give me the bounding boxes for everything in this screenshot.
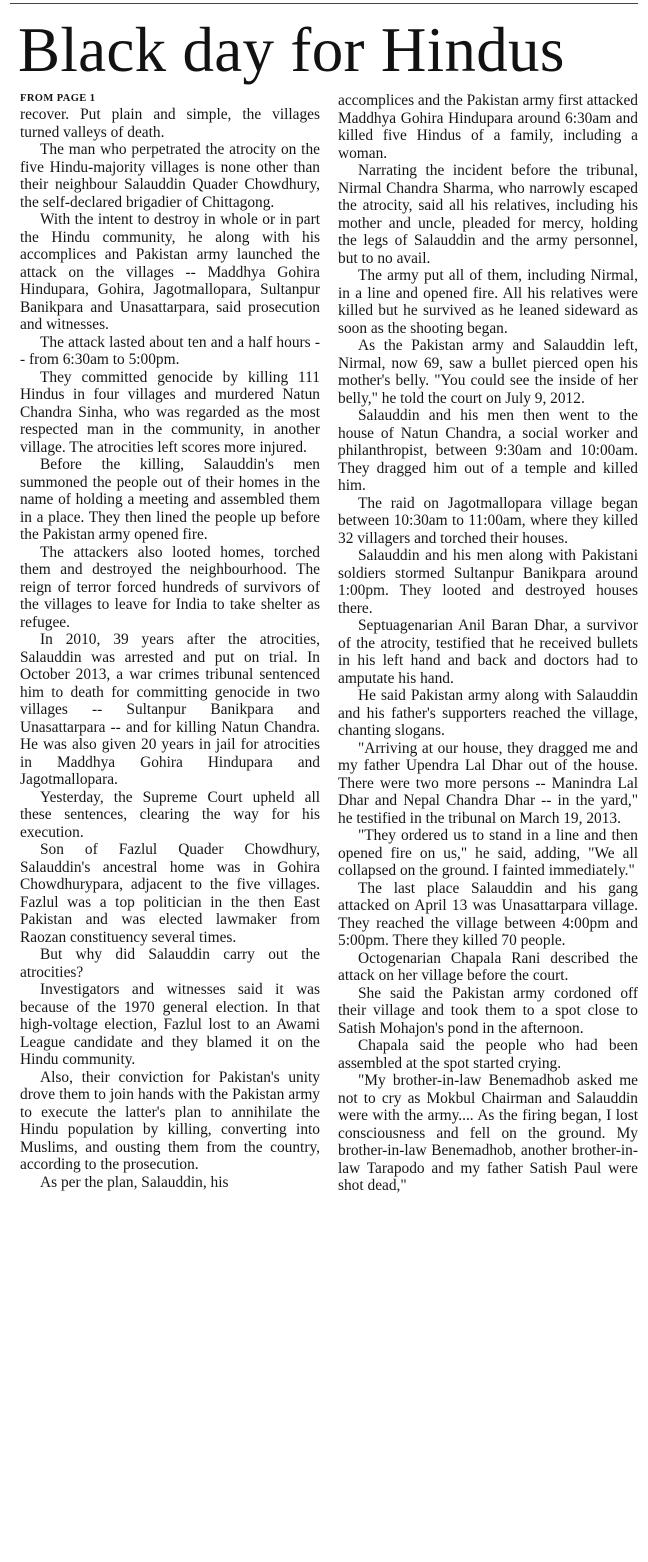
paragraph: Narrating the incident before the tribunal, Nirmal Chandra Sharma, who narrowly escaped the atrocity, said all his relatives, including his mother and uncle, pleaded for mercy, holding the legs of Salauddin and the army personnel, but to no avail. <box>338 162 638 267</box>
paragraph: The attackers also looted homes, torched them and destroyed the neighbourhood. The reign of terror forced hundreds of survivors of the villages to leave for India to take shelter as refugee. <box>20 543 320 631</box>
paragraph: She said the Pakistan army cordoned off their village and took them to a spot close to Satish Mohajon's pond in the afternoon. <box>338 984 638 1037</box>
paragraph: The man who perpetrated the atrocity on the five Hindu-majority villages is none other than their neighbour Salauddin Quader Chowdhury, the self-declared brigadier of Chittagong. <box>20 141 320 211</box>
paragraph: Before the killing, Salauddin's men summoned the people out of their homes in the name of holding a meeting and assembled them in a place. They then lined the people up before the Pakistan army opened fire. <box>20 456 320 543</box>
paragraph: "Arriving at our house, they dragged me and my father Upendra Lal Dhar out of the house. There were two more persons -- Manindra Lal Dhar and Nepal Chandra Dhar -- in the yard," he testified in the tribunal on March 19, 2013. <box>338 739 638 827</box>
paragraph: Septuagenarian Anil Baran Dhar, a survivor of the atrocity, testified that he received bullets in his left hand and back and doctors had to amputate his hand. <box>338 617 638 687</box>
paragraph: Yesterday, the Supreme Court upheld all these sentences, clearing the way for his execution. <box>20 788 320 841</box>
paragraph: "My brother-in-law Benemadhob asked me not to cry as Mokbul Chairman and Salauddin were with the army.... As the firing began, I lost consciousness and fell on the ground. My brother-in-law Benemadhob, another brother-in-law Tarapodo and my father Satish Paul were shot dead," <box>338 1072 638 1194</box>
paragraph: Son of Fazlul Quader Chowdhury, Salauddin's ancestral home was in Gohira Chowdhurypara, adjacent to the five villages. Fazlul was a top politician in the then East Pakistan and was elected lawmaker from Raozan constituency several times. <box>20 841 320 946</box>
jump-label: FROM PAGE 1 <box>20 93 96 104</box>
top-rule <box>10 3 638 4</box>
paragraph: Salauddin and his men along with Pakistani soldiers stormed Sultanpur Banikpara around 1:00pm. They looted and destroyed houses there. <box>338 547 638 617</box>
paragraph: The raid on Jagotmallopara village began between 10:30am to 11:00am, where they killed 32 villagers and torched their houses. <box>338 494 638 547</box>
paragraph: Octogenarian Chapala Rani described the attack on her village before the court. <box>338 949 638 984</box>
article-column-left <box>20 92 320 1191</box>
paragraph: Also, their conviction for Pakistan's unity drove them to join hands with the Pakistan army to execute the latter's plan to annihilate the Hindu population by killing, converting into Muslims, and ousting them from the country, according to the prosecution. <box>20 1068 320 1173</box>
paragraph: As the Pakistan army and Salauddin left, Nirmal, now 69, saw a bullet pierced open his mother's belly. "You could see the inside of her belly," he told the court on July 9, 2012. <box>338 337 638 407</box>
paragraph: In 2010, 39 years after the atrocities, Salauddin was arrested and put on trial. In October 2013, a war crimes tribunal sentenced him to death for committing genocide in two villages -- Sultanpur Banikpara and Unasattarpara -- and for killing Natun Chandra. He was also given 20 years in jail for atrocities in Maddhya Gohira Hindupara and Jagotmallopara. <box>20 631 320 788</box>
paragraph: They committed genocide by killing 111 Hindus in four villages and murdered Natun Chandra Sinha, who was regarded as the most respected man in the community, in another village. The atrocities left scores more injured. <box>20 368 320 456</box>
paragraph: The attack lasted about ten and a half hours -- from 6:30am to 5:00pm. <box>20 333 320 368</box>
paragraph: Chapala said the people who had been assembled at the spot started crying. <box>338 1037 638 1072</box>
paragraph: recover. Put plain and simple, the villages turned valleys of death. <box>20 106 320 141</box>
paragraph: The army put all of them, including Nirmal, in a line and opened fire. All his relatives were killed but he survived as he leaned sideward as soon as the shooting began. <box>338 267 638 337</box>
paragraph: He said Pakistan army along with Salauddin and his father's supporters reached the village, chanting slogans. <box>338 687 638 739</box>
article-column-right <box>338 92 638 1195</box>
paragraph: Investigators and witnesses said it was because of the 1970 general election. In that high-voltage election, Fazlul lost to an Awami League candidate and they blamed it on the Hindu community. <box>20 981 320 1068</box>
paragraph: With the intent to destroy in whole or in part the Hindu community, he along with his accomplices and Pakistan army launched the attack on the villages -- Maddhya Gohira Hindupara, Gohira, Jagotmallopara, Sultanpur Banikpara and Unasattarpara, said prosecution and witnesses. <box>20 211 320 333</box>
paragraph: "They ordered us to stand in a line and then opened fire on us," he said, adding, "We all collapsed on the ground. I fainted immediately." <box>338 827 638 879</box>
paragraph: The last place Salauddin and his gang attacked on April 13 was Unasattarpara village. They reached the village between 4:00pm and 5:00pm. There they killed 70 people. <box>338 879 638 949</box>
paragraph: accomplices and the Pakistan army first attacked Maddhya Gohira Hindupara around 6:30am and killed five Hindus of a family, including a woman. <box>338 92 639 162</box>
paragraph: But why did Salauddin carry out the atrocities? <box>20 946 320 981</box>
headline: Black day for Hindus <box>18 15 565 85</box>
paragraph: Salauddin and his men then went to the house of Natun Chandra, a social worker and philanthropist, between 9:30am and 10:00am. They dragged him out of a temple and killed him. <box>338 407 638 494</box>
paragraph: As per the plan, Salauddin, his <box>40 1173 229 1191</box>
